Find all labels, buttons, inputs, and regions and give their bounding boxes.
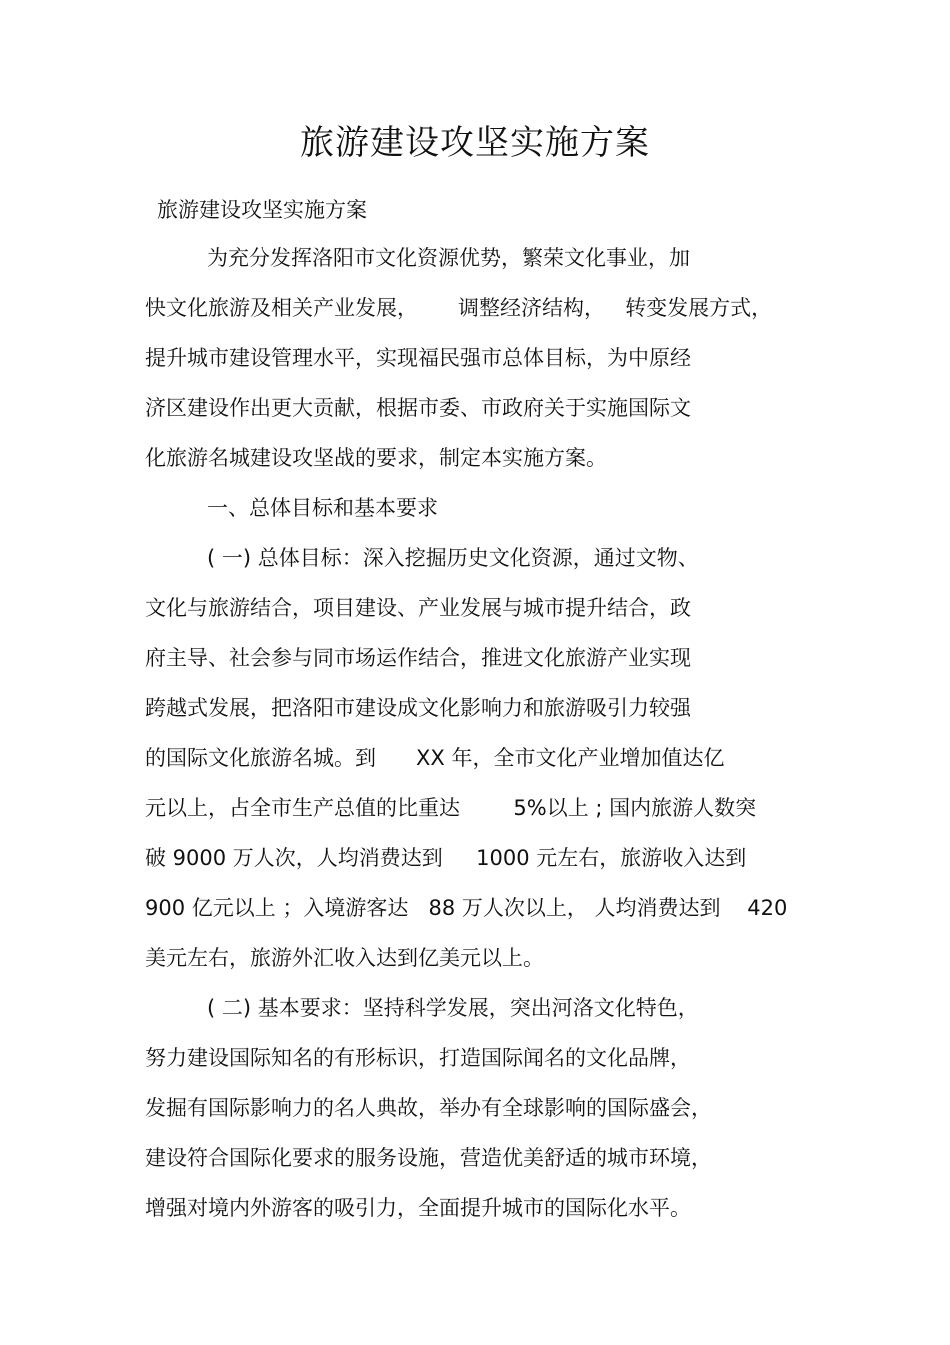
paragraph-line: 元以上，占全市生产总值的比重达 5%以上 ; 国内旅游人数突 [145,796,757,820]
paragraph-line: 900 亿元以上 ；入境游客达 88 万人次以上， 人均消费达到 420 [145,896,788,920]
paragraph-line: 济区建设作出更大贡献，根据市委、市政府关于实施国际文 [145,396,691,420]
paragraph-line: 文化与旅游结合，项目建设、产业发展与城市提升结合，政 [145,596,691,620]
paragraph-line: 提升城市建设管理水平，实现福民强市总体目标，为中原经 [145,346,691,370]
section-heading: 一、总体目标和基本要求 [207,496,438,520]
paragraph-line: ( 二) 基本要求：坚持科学发展，突出河洛文化特色， [207,996,699,1020]
paragraph-line: 快文化旅游及相关产业发展， 调整经济结构， 转变发展方式， [145,296,773,320]
paragraph-line: 化旅游名城建设攻坚战的要求，制定本实施方案。 [145,446,607,470]
paragraph-line: 发掘有国际影响力的名人典故，举办有全球影响的国际盛会， [145,1096,712,1120]
paragraph-line: 的国际文化旅游名城。到 XX 年，全市文化产业增加值达亿 [145,746,725,770]
paragraph-line: 跨越式发展，把洛阳市建设成文化影响力和旅游吸引力较强 [145,696,691,720]
paragraph-line: 府主导、社会参与同市场运作结合，推进文化旅游产业实现 [145,646,691,670]
document-subtitle: 旅游建设攻坚实施方案 [157,198,367,222]
paragraph-line: 努力建设国际知名的有形标识，打造国际闻名的文化品牌， [145,1046,691,1070]
paragraph-line: 增强对境内外游客的吸引力，全面提升城市的国际化水平。 [145,1196,691,1220]
paragraph-line: 破 9000 万人次，人均消费达到 1000 元左右，旅游收入达到 [145,846,747,870]
paragraph-line: 美元左右，旅游外汇收入达到亿美元以上。 [145,946,544,970]
paragraph-line: ( 一) 总体目标：深入挖掘历史文化资源，通过文物、 [207,546,699,570]
paragraph-line: 建设符合国际化要求的服务设施，营造优美舒适的城市环境， [145,1146,712,1170]
document-title: 旅游建设攻坚实施方案 [300,123,650,163]
paragraph-line: 为充分发挥洛阳市文化资源优势，繁荣文化事业，加 [207,246,690,270]
